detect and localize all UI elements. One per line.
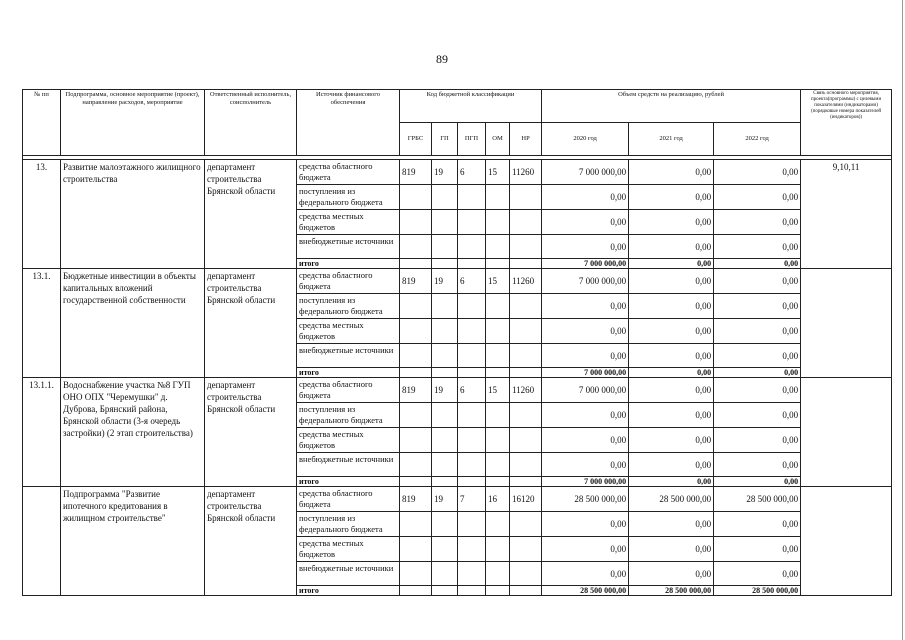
funding-source: поступления из федерального бюджета — [297, 294, 400, 319]
budget-code-cell — [458, 428, 486, 453]
table-row — [23, 269, 892, 294]
funding-source: внебюджетные источники — [297, 453, 400, 477]
table-header — [23, 90, 892, 160]
budget-code-cell: 11260 — [510, 269, 542, 294]
budget-code-cell — [458, 403, 486, 428]
amount-cell: 7 000 000,00 — [542, 378, 629, 403]
budget-code-cell: 15 — [486, 378, 510, 403]
budget-code-cell: 11260 — [510, 378, 542, 403]
program-name: Развитие малоэтажного жилищного строительства — [61, 160, 205, 269]
budget-code-cell — [510, 403, 542, 428]
amount-cell: 0,00 — [629, 185, 714, 210]
table-row — [23, 487, 892, 512]
header-code-gp: ГП — [432, 123, 458, 156]
amount-cell: 0,00 — [714, 269, 801, 294]
budget-code-cell — [486, 512, 510, 537]
amount-cell: 0,00 — [629, 210, 714, 235]
total-code-cell — [432, 586, 458, 596]
funding-source: средства местных бюджетов — [297, 210, 400, 235]
budget-code-cell — [510, 512, 542, 537]
budget-code-cell — [486, 319, 510, 344]
amount-cell: 7 000 000,00 — [542, 160, 629, 185]
budget-code-cell: 16120 — [510, 487, 542, 512]
total-code-cell — [400, 586, 432, 596]
amount-cell: 0,00 — [542, 428, 629, 453]
budget-code-cell — [486, 537, 510, 562]
program-name: Подпрограмма "Развитие ипотечного кредитования в жилищном строительстве" — [61, 487, 205, 596]
budget-code-cell — [400, 344, 432, 368]
budget-code-cell — [486, 428, 510, 453]
total-code-cell — [510, 259, 542, 269]
indicator-link: 9,10,11 — [801, 160, 892, 269]
total-code-cell — [400, 368, 432, 378]
funding-source: средства областного бюджета — [297, 160, 400, 185]
budget-code-cell — [432, 537, 458, 562]
budget-code-cell — [400, 403, 432, 428]
amount-cell: 0,00 — [714, 562, 801, 586]
amount-cell: 7 000 000,00 — [542, 269, 629, 294]
budget-code-cell — [400, 210, 432, 235]
budget-code-cell — [432, 403, 458, 428]
amount-cell: 0,00 — [714, 453, 801, 477]
amount-cell: 0,00 — [542, 210, 629, 235]
total-amount-cell: 0,00 — [714, 368, 801, 378]
funding-source: средства местных бюджетов — [297, 319, 400, 344]
amount-cell: 0,00 — [714, 512, 801, 537]
budget-code-cell — [400, 294, 432, 319]
header-num: № пп — [23, 90, 61, 156]
amount-cell: 28 500 000,00 — [714, 487, 801, 512]
header-code-pgp: ПГП — [458, 123, 486, 156]
amount-cell: 0,00 — [542, 235, 629, 259]
table-row — [23, 378, 892, 403]
budget-code-cell — [400, 185, 432, 210]
total-label: итого — [297, 368, 400, 378]
total-code-cell — [486, 259, 510, 269]
budget-code-cell — [400, 319, 432, 344]
budget-code-cell — [432, 428, 458, 453]
amount-cell: 0,00 — [629, 235, 714, 259]
amount-cell: 0,00 — [629, 562, 714, 586]
amount-cell: 28 500 000,00 — [542, 487, 629, 512]
table-body — [23, 160, 892, 596]
total-code-cell — [432, 259, 458, 269]
total-code-cell — [458, 368, 486, 378]
total-amount-cell: 28 500 000,00 — [714, 586, 801, 596]
amount-cell: 0,00 — [629, 537, 714, 562]
program-name: Водоснабжение участка №8 ГУП ОНО ОПХ "Черемушки" д. Дуброва, Брянский района, Брянской области (3-я очередь застройки) (2 этап строительства) — [61, 378, 205, 487]
budget-code-cell: 6 — [458, 160, 486, 185]
budget-code-cell — [432, 185, 458, 210]
budget-code-cell: 16 — [486, 487, 510, 512]
amount-cell: 28 500 000,00 — [629, 487, 714, 512]
total-code-cell — [458, 586, 486, 596]
budget-code-cell — [458, 453, 486, 477]
total-code-cell — [510, 368, 542, 378]
budget-code-cell — [486, 403, 510, 428]
responsible-executor: департамент строительства Брянской области — [205, 487, 297, 596]
header-year-2022: 2022 год — [714, 123, 801, 156]
funding-source: средства областного бюджета — [297, 378, 400, 403]
budget-code-cell — [458, 185, 486, 210]
funding-source: внебюджетные источники — [297, 562, 400, 586]
budget-code-cell — [432, 210, 458, 235]
amount-cell: 0,00 — [714, 428, 801, 453]
budget-code-cell — [432, 453, 458, 477]
amount-cell: 0,00 — [714, 294, 801, 319]
program-name: Бюджетные инвестиции в объекты капитальных вложений государственной собственности — [61, 269, 205, 378]
responsible-executor: департамент строительства Брянской области — [205, 269, 297, 378]
total-code-cell — [400, 259, 432, 269]
amount-cell: 0,00 — [629, 403, 714, 428]
funding-source: поступления из федерального бюджета — [297, 185, 400, 210]
budget-code-cell — [458, 512, 486, 537]
budget-code-cell — [458, 562, 486, 586]
amount-cell: 0,00 — [542, 294, 629, 319]
amount-cell: 0,00 — [542, 537, 629, 562]
budget-code-cell — [400, 453, 432, 477]
budget-code-cell — [510, 428, 542, 453]
header-volume: Объем средств на реализацию, рублей — [542, 90, 801, 123]
amount-cell: 0,00 — [714, 403, 801, 428]
funding-source: поступления из федерального бюджета — [297, 403, 400, 428]
amount-cell: 0,00 — [629, 344, 714, 368]
budget-code-cell: 19 — [432, 160, 458, 185]
budget-code-cell: 19 — [432, 269, 458, 294]
budget-code-cell — [458, 235, 486, 259]
total-code-cell — [486, 368, 510, 378]
budget-code-cell: 19 — [432, 378, 458, 403]
budget-code-cell — [510, 562, 542, 586]
total-code-cell — [510, 477, 542, 487]
amount-cell: 0,00 — [714, 160, 801, 185]
header-code-grbs: ГРБС — [400, 123, 432, 156]
budget-code-cell — [432, 562, 458, 586]
budget-code-cell — [432, 235, 458, 259]
amount-cell: 0,00 — [629, 319, 714, 344]
amount-cell: 0,00 — [714, 319, 801, 344]
budget-code-cell: 819 — [400, 160, 432, 185]
total-amount-cell: 0,00 — [629, 477, 714, 487]
budget-code-cell: 819 — [400, 378, 432, 403]
total-amount-cell: 0,00 — [629, 259, 714, 269]
budget-code-cell — [400, 235, 432, 259]
budget-code-cell — [432, 319, 458, 344]
budget-code-cell — [458, 537, 486, 562]
table-row — [23, 160, 892, 185]
funding-source: средства областного бюджета — [297, 269, 400, 294]
budget-table — [22, 89, 892, 596]
header-program: Подпрограмма, основное мероприятие (проект), направление расходов, мероприятие — [61, 90, 205, 156]
budget-code-cell — [486, 294, 510, 319]
funding-source: средства местных бюджетов — [297, 537, 400, 562]
row-number: 13.1.1. — [23, 378, 61, 487]
total-label: итого — [297, 259, 400, 269]
total-label: итого — [297, 586, 400, 596]
budget-code-cell — [458, 319, 486, 344]
total-code-cell — [458, 259, 486, 269]
row-number — [23, 487, 61, 596]
amount-cell: 0,00 — [542, 403, 629, 428]
budget-code-cell: 819 — [400, 269, 432, 294]
amount-cell: 0,00 — [629, 453, 714, 477]
budget-code-cell: 19 — [432, 487, 458, 512]
amount-cell: 0,00 — [542, 453, 629, 477]
budget-code-cell — [486, 185, 510, 210]
funding-source: внебюджетные источники — [297, 344, 400, 368]
budget-code-cell — [432, 344, 458, 368]
header-year-2020: 2020 год — [542, 123, 629, 156]
budget-code-cell — [458, 210, 486, 235]
indicator-link — [801, 487, 892, 596]
indicator-link — [801, 378, 892, 487]
total-amount-cell: 0,00 — [714, 477, 801, 487]
budget-code-cell — [458, 344, 486, 368]
budget-code-cell — [510, 210, 542, 235]
funding-source: внебюджетные источники — [297, 235, 400, 259]
budget-code-cell: 6 — [458, 378, 486, 403]
budget-code-cell: 7 — [458, 487, 486, 512]
budget-code-cell: 819 — [400, 487, 432, 512]
header-code-om: ОМ — [486, 123, 510, 156]
header-source: Источник финансового обеспечения — [297, 90, 400, 156]
budget-code-cell — [400, 562, 432, 586]
amount-cell: 0,00 — [542, 319, 629, 344]
amount-cell: 0,00 — [542, 512, 629, 537]
amount-cell: 0,00 — [629, 378, 714, 403]
amount-cell: 0,00 — [629, 269, 714, 294]
budget-code-cell — [510, 294, 542, 319]
budget-code-cell — [486, 562, 510, 586]
amount-cell: 0,00 — [542, 344, 629, 368]
total-amount-cell: 7 000 000,00 — [542, 259, 629, 269]
amount-cell: 0,00 — [629, 294, 714, 319]
amount-cell: 0,00 — [542, 185, 629, 210]
total-code-cell — [458, 477, 486, 487]
budget-code-cell — [510, 537, 542, 562]
header-link: Связь основного мероприятия, проекта(программы) с целевыми показателями (индикаторами) (порядковые номера показателей (индикаторов)) — [801, 90, 892, 156]
budget-code-cell — [486, 235, 510, 259]
total-code-cell — [432, 477, 458, 487]
amount-cell: 0,00 — [714, 344, 801, 368]
total-label: итого — [297, 477, 400, 487]
amount-cell: 0,00 — [714, 378, 801, 403]
budget-code-cell — [510, 235, 542, 259]
budget-code-cell: 11260 — [510, 160, 542, 185]
total-amount-cell: 28 500 000,00 — [629, 586, 714, 596]
total-amount-cell: 28 500 000,00 — [542, 586, 629, 596]
total-code-cell — [486, 586, 510, 596]
budget-code-cell — [486, 453, 510, 477]
page-edge-line — [902, 0, 903, 640]
responsible-executor: департамент строительства Брянской области — [205, 378, 297, 487]
header-code-nr: НР — [510, 123, 542, 156]
budget-code-cell — [510, 185, 542, 210]
header-budget-code: Код бюджетной классификации — [400, 90, 542, 123]
budget-code-cell — [510, 344, 542, 368]
total-code-cell — [510, 586, 542, 596]
budget-code-cell: 15 — [486, 160, 510, 185]
budget-code-cell — [510, 319, 542, 344]
amount-cell: 0,00 — [714, 185, 801, 210]
indicator-link — [801, 269, 892, 378]
budget-code-cell — [432, 512, 458, 537]
budget-code-cell: 6 — [458, 269, 486, 294]
total-code-cell — [400, 477, 432, 487]
total-code-cell — [432, 368, 458, 378]
header-year-2021: 2021 год — [629, 123, 714, 156]
funding-source: поступления из федерального бюджета — [297, 512, 400, 537]
amount-cell: 0,00 — [629, 160, 714, 185]
budget-code-cell — [458, 294, 486, 319]
budget-code-cell — [486, 210, 510, 235]
amount-cell: 0,00 — [714, 210, 801, 235]
budget-code-cell — [400, 512, 432, 537]
amount-cell: 0,00 — [629, 428, 714, 453]
total-amount-cell: 7 000 000,00 — [542, 477, 629, 487]
total-amount-cell: 0,00 — [714, 259, 801, 269]
row-number: 13.1. — [23, 269, 61, 378]
total-amount-cell: 0,00 — [629, 368, 714, 378]
amount-cell: 0,00 — [542, 562, 629, 586]
total-amount-cell: 7 000 000,00 — [542, 368, 629, 378]
budget-code-cell — [510, 453, 542, 477]
responsible-executor: департамент строительства Брянской области — [205, 160, 297, 269]
funding-source: средства областного бюджета — [297, 487, 400, 512]
budget-code-cell — [400, 428, 432, 453]
row-number: 13. — [23, 160, 61, 269]
budget-code-cell — [432, 294, 458, 319]
total-code-cell — [486, 477, 510, 487]
budget-code-cell — [400, 537, 432, 562]
amount-cell: 0,00 — [629, 512, 714, 537]
amount-cell: 0,00 — [714, 235, 801, 259]
funding-source: средства местных бюджетов — [297, 428, 400, 453]
amount-cell: 0,00 — [714, 537, 801, 562]
header-responsible: Ответственный исполнитель, соисполнитель — [205, 90, 297, 156]
budget-code-cell: 15 — [486, 269, 510, 294]
budget-code-cell — [486, 344, 510, 368]
